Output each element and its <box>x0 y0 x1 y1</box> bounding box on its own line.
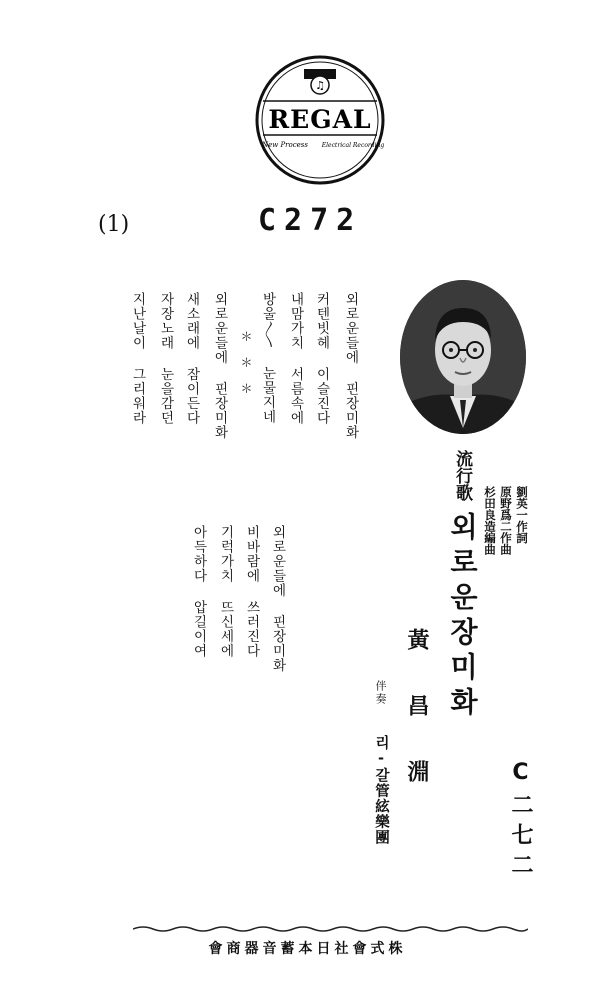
composer-credit: 原野爲二作曲 <box>499 486 513 555</box>
lyric-line: 비바람에 쓰러진다 <box>243 525 260 658</box>
svg-text:♫: ♫ <box>315 79 325 92</box>
accompaniment-label: 伴奏 <box>374 680 387 706</box>
lyric-line: 외로운들에 핀장미화 <box>269 525 286 673</box>
lyric-line: 내맘가치 서름속에 <box>287 292 304 425</box>
regal-logo-graphic <box>255 55 385 185</box>
portrait-graphic <box>398 278 528 436</box>
logo-sub-left: New Process <box>261 141 309 149</box>
lyric-line: 외로운들에 핀장미화 <box>211 292 228 440</box>
lyric-line: 아득하다 압길이여 <box>190 525 207 658</box>
footer-company: 株式會社日本蓄音器商會 <box>208 941 407 957</box>
song-genre: 流行歌 <box>452 450 472 501</box>
regal-logo <box>255 55 385 185</box>
song-title: 외로운장미화 <box>446 512 479 722</box>
lyric-line: 커텐빗헤 이슬진다 <box>313 292 330 425</box>
lyric-line: 자장노래 눈을감던 <box>157 292 174 425</box>
singer-portrait <box>398 278 528 436</box>
lyric-line: 기럭가치 뜨신세에 <box>217 525 234 658</box>
side-number: (1) <box>98 212 130 237</box>
arranger-credit: 杉田良造編曲 <box>483 486 497 555</box>
accompaniment-band: 리-갈管絃樂團 <box>373 735 389 845</box>
lyric-line: 외로운들에 핀장미화 <box>342 292 359 440</box>
lyricist-credit: 劉英一作詞 <box>515 486 529 544</box>
lyric-line: 방울〳〵 눈물지네 <box>259 292 276 424</box>
lyric-line: 지난날이 그리워라 <box>129 292 146 425</box>
singer-name: 黃昌淵 <box>404 628 430 826</box>
catalog-number-vertical: C二七二 <box>508 760 533 883</box>
catalog-number: C272 <box>258 203 363 238</box>
footer-divider <box>133 924 528 934</box>
verse-separator-stars: ＊＊＊ <box>239 330 253 408</box>
logo-brand: REGAL <box>268 105 372 134</box>
lyric-line: 새소래에 잠이든다 <box>183 292 200 425</box>
logo-sub-right: Electrical Recording <box>321 142 385 149</box>
